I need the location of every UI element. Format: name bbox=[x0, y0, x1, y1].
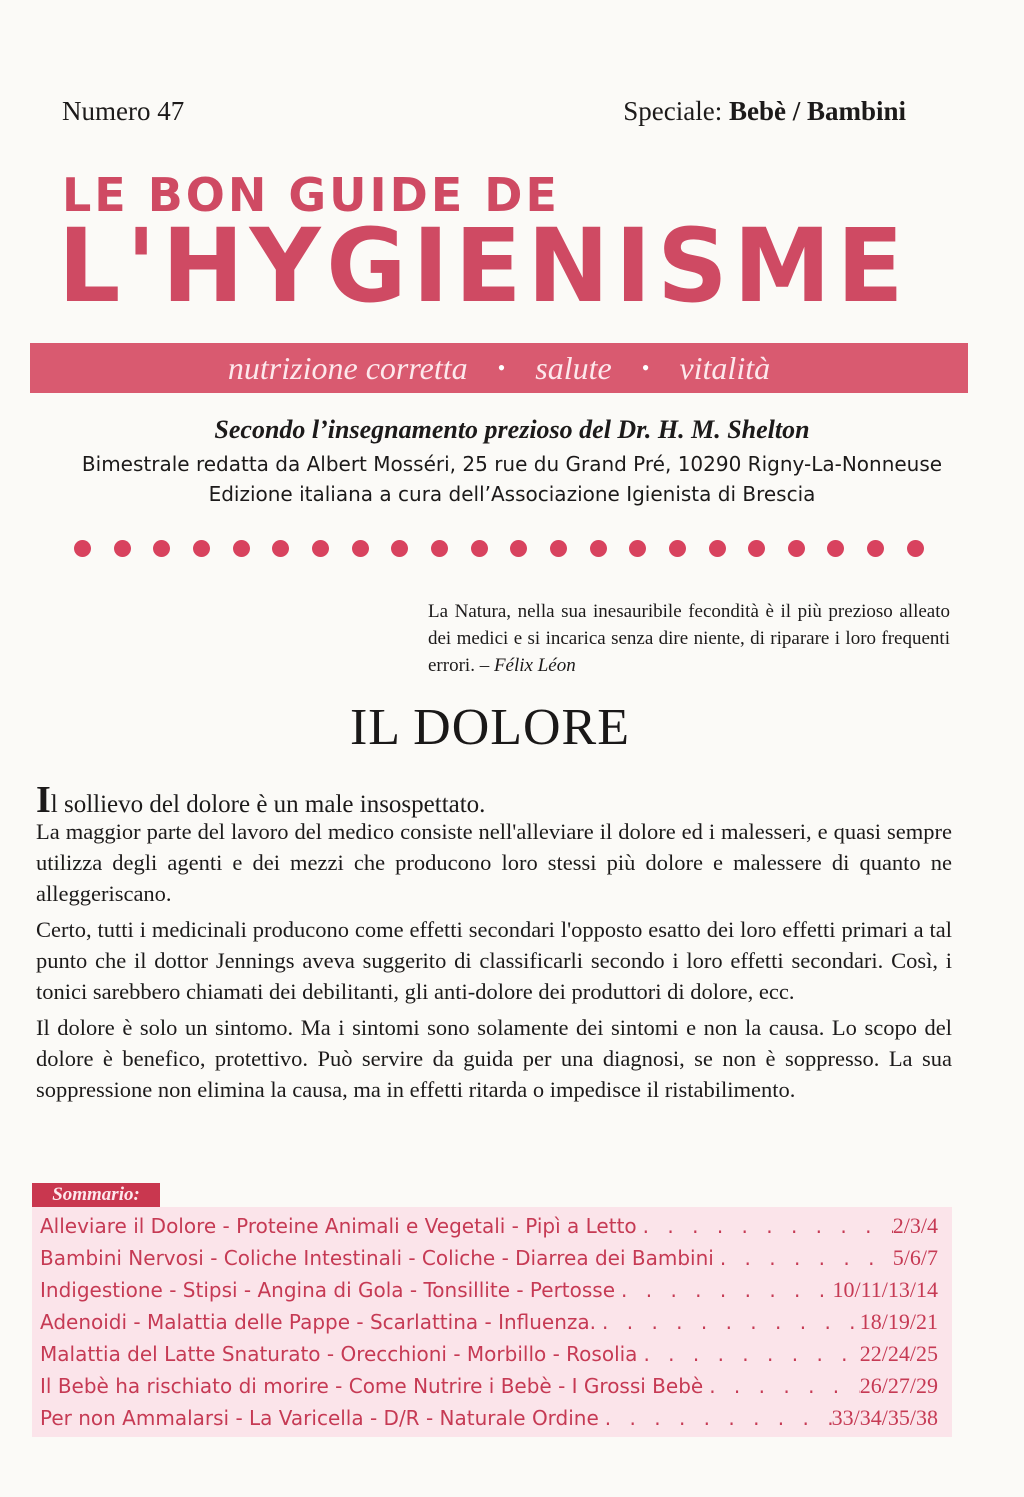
toc-leader bbox=[637, 1342, 859, 1366]
article-paragraph: Certo, tutti i medicinali producono come effetti secondari l'opposto esatto dei loro effetti primari a tal punto che il dottor Jennings aveva suggerito di classificarli secondo i loro effetti secondari. Così, i tonici sarebbero chiamati dei debilitanti, gli anti-dolore dei produttori di dolore, ecc. bbox=[36, 917, 952, 1004]
toc-entry-pages: 2/3/4 bbox=[892, 1213, 938, 1238]
decorative-dot bbox=[748, 540, 765, 557]
toc-leader bbox=[714, 1246, 893, 1270]
issue-number: Numero 47 bbox=[62, 96, 185, 126]
decorative-dot bbox=[312, 540, 329, 557]
toc-entry bbox=[40, 1277, 938, 1309]
toc-entry-pages: 33/34/35/38 bbox=[831, 1405, 938, 1430]
toc-entry-pages: 10/11/13/14 bbox=[832, 1277, 938, 1302]
decorative-dots-row bbox=[74, 540, 924, 558]
tagline-item-nutrition: nutrizione corretta bbox=[227, 349, 468, 386]
decorative-dot bbox=[193, 540, 210, 557]
toc-entry-title: Alleviare il Dolore - Proteine Animali e Vegetali - Pipì a Letto bbox=[40, 1214, 637, 1238]
decorative-dot bbox=[352, 540, 369, 557]
decorative-dot bbox=[669, 540, 686, 557]
decorative-dot bbox=[114, 540, 131, 557]
decorative-dot bbox=[629, 540, 646, 557]
article-body bbox=[36, 816, 952, 1110]
toc-leader bbox=[703, 1374, 860, 1398]
toc-entry bbox=[40, 1373, 938, 1405]
special-topic bbox=[623, 96, 906, 127]
toc-entry-title: Per non Ammalarsi - La Varicella - D/R - Naturale Ordine bbox=[40, 1406, 599, 1430]
tagline-separator: • bbox=[497, 355, 506, 380]
subtitle-publisher: Bimestrale redatta da Albert Mosséri, 25 rue du Grand Pré, 10290 Rigny-La-Nonneuse bbox=[81, 452, 943, 476]
toc-entry-pages: 18/19/21 bbox=[859, 1309, 938, 1334]
decorative-dot bbox=[590, 540, 607, 557]
special-prefix: Speciale: bbox=[623, 96, 723, 126]
tagline-item-vitality: vitalità bbox=[679, 349, 771, 386]
decorative-dot bbox=[907, 540, 924, 557]
decorative-dot bbox=[233, 540, 250, 557]
epigraph-quote bbox=[428, 598, 950, 679]
tagline-band bbox=[30, 343, 968, 393]
decorative-dot bbox=[471, 540, 488, 557]
decorative-dot bbox=[827, 540, 844, 557]
toc-leader bbox=[596, 1310, 860, 1334]
decorative-dot bbox=[867, 540, 884, 557]
toc-leader bbox=[615, 1278, 832, 1302]
toc-entry-title: Malattia del Latte Snaturato - Orecchioni - Morbillo - Rosolia bbox=[40, 1342, 638, 1366]
toc-entry-pages: 22/24/25 bbox=[859, 1341, 938, 1366]
tagline-item-health: salute bbox=[535, 349, 612, 386]
subtitle-edition: Edizione italiana a cura dell’Associazione Igienista di Brescia bbox=[208, 482, 816, 506]
decorative-dot bbox=[74, 540, 91, 557]
lead-text: l sollievo del dolore è un male insospettato. bbox=[50, 791, 486, 818]
decorative-dot bbox=[550, 540, 567, 557]
decorative-dot bbox=[391, 540, 408, 557]
toc-label: Sommario: bbox=[32, 1183, 160, 1207]
quote-text: La Natura, nella sua inesauribile fecondità è il più prezioso alleato dei medici e si incarica senza dire niente, di riparare i loro frequenti errori. – bbox=[428, 601, 950, 676]
article-paragraph: La maggior parte del lavoro del medico consiste nell'alleviare il dolore ed i malesseri, e quasi sempre utilizza degli agenti e dei mezzi che producono loro stessi più dolore e malessere di quanto ne alleggeriscano. bbox=[36, 819, 952, 906]
toc-entry-pages: 26/27/29 bbox=[859, 1373, 938, 1398]
decorative-dot bbox=[788, 540, 805, 557]
toc-leader bbox=[637, 1214, 893, 1238]
decorative-dot bbox=[272, 540, 289, 557]
toc-leader bbox=[599, 1406, 832, 1430]
logo-main-title: L'HYGIENISME bbox=[58, 207, 910, 326]
toc-entry bbox=[40, 1213, 938, 1245]
toc-entry-pages: 5/6/7 bbox=[892, 1245, 938, 1270]
toc-entry-title: Indigestione - Stipsi - Angina di Gola - Tonsillite - Pertosse bbox=[40, 1278, 616, 1302]
toc-entry-title: Adenoidi - Malattia delle Pappe - Scarlattina - Influenza. bbox=[40, 1310, 597, 1334]
lead-initial: I bbox=[36, 779, 51, 821]
toc-entry bbox=[40, 1309, 938, 1341]
toc-entry bbox=[40, 1341, 938, 1373]
toc-entry bbox=[40, 1245, 938, 1277]
table-of-contents bbox=[32, 1207, 952, 1437]
tagline-separator: • bbox=[641, 355, 650, 380]
toc-entry bbox=[40, 1405, 938, 1437]
decorative-dot bbox=[709, 540, 726, 557]
decorative-dot bbox=[431, 540, 448, 557]
toc-entry-title: Bambini Nervosi - Coliche Intestinali - Coliche - Diarrea dei Bambini bbox=[40, 1246, 714, 1270]
logo-top-line: LE BON GUIDE DE bbox=[62, 168, 560, 222]
article-title: IL DOLORE bbox=[349, 699, 631, 756]
decorative-dot bbox=[510, 540, 527, 557]
subtitle-teaching: Secondo l’insegnamento prezioso del Dr. H. M. Shelton bbox=[214, 415, 810, 444]
article-paragraph: Il dolore è solo un sintomo. Ma i sintomi sono solamente dei sintomi e non la causa. Lo scopo del dolore è benefico, protettivo. Può servire da guida per una diagnosi, se non è soppresso. La sua soppressione non elimina la causa, ma in effetti ritarda o impedisce il ristabilimento. bbox=[36, 1015, 952, 1102]
special-topic-name: Bebè / Bambini bbox=[728, 96, 906, 126]
decorative-dot bbox=[153, 540, 170, 557]
quote-author: Félix Léon bbox=[493, 655, 576, 676]
toc-entry-title: Il Bebè ha rischiato di morire - Come Nutrire i Bebè - I Grossi Bebè bbox=[40, 1374, 704, 1398]
